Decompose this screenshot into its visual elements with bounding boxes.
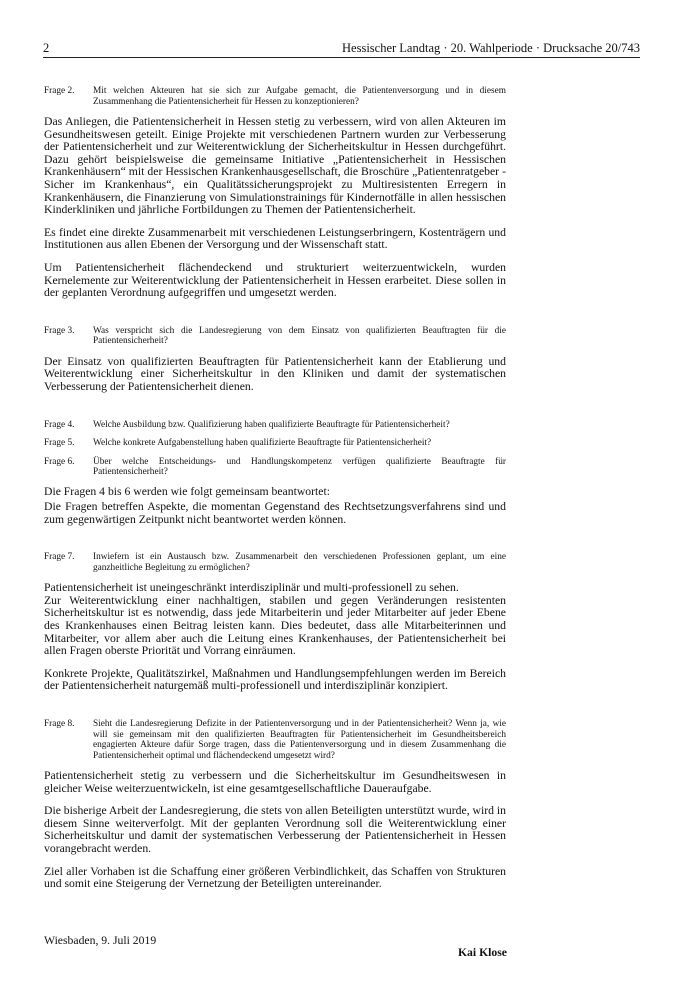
- question-text: Sieht die Landesregierung Defizite in der Patientenversorgung und in der Patientensicherheit? Wenn ja, wie will sie gemeinsam mit den qualifizierten Beauftragten für Patientensicherheit im Gesundheitsbereich engagierten Akteure dafür Sorge tragen, dass die Patientenversorgung und in diesem Zusammenhang die Patientensicherheit optimal und flächendeckend umgesetzt wird?: [93, 719, 506, 761]
- question-text: Was verspricht sich die Landesregierung von dem Einsatz von qualifizierten Beauftragten für die Patientensicherheit?: [93, 325, 506, 347]
- answer-paragraph: Die Fragen betreffen Aspekte, die momentan Gegenstand des Rechtsetzungsverfahrens sind und zum gegenwärtigen Zeitpunkt nicht beantwortet werden können.: [44, 500, 506, 526]
- question-label: Frage 2.: [44, 86, 75, 96]
- question-label: Frage 3.: [44, 325, 75, 336]
- place-date: Wiesbaden, 9. Juli 2019: [44, 934, 157, 947]
- question-label: Frage 4.: [44, 419, 75, 430]
- document-body: [44, 86, 506, 891]
- question-label: Frage 5.: [44, 438, 75, 448]
- question-6: [44, 457, 506, 478]
- answer-paragraph: Das Anliegen, die Patientensicherheit in Hessen stetig zu verbessern, wird von allen Akteuren im Gesundheitswesen geteilt. Einige Projekte mit verschiedenen Partnern wurden zur Verbesserung der Patientensicherheit und zur Weiterentwicklung der Sicherheitskultur in Hessen durchgeführt. Dazu gehört beispielsweise die gemeinsame Initiative „Patientensicherheit in Hessischen Krankenhäusern“ mit der Hessischen Krankenhausgesellschaft, die Broschüre „Patientenratgeber - Sicher im Krankenhaus“, ein Qualitätssicherungsprojekt zu Multiresistenten Erregern in Krankenhäusern, die Finanzierung von Simulationstrainings für Kindernotfälle in allen hessischen Kinderkliniken und jährliche Fortbildungen zu Themen der Patientensicherheit.: [44, 115, 506, 217]
- question-text: Welche Ausbildung bzw. Qualifizierung haben qualifizierte Beauftragte für Patientensicherheit?: [93, 419, 450, 430]
- question-8: [44, 719, 506, 761]
- question-label: Frage 6.: [44, 456, 75, 467]
- question-label: Frage 8.: [44, 719, 75, 730]
- question-3: [44, 326, 506, 347]
- answer-paragraph: Patientensicherheit stetig zu verbessern und die Sicherheitskultur im Gesundheitswesen in gleicher Weise weiterzuentwickeln, ist eine gesamtgesellschaftliche Daueraufgabe.: [44, 769, 506, 795]
- answer-paragraph: Es findet eine direkte Zusammenarbeit mit verschiedenen Leistungserbringern, Kostenträgern und Institutionen aus allen Ebenen der Versorgung und der Wissenschaft statt.: [44, 225, 506, 252]
- answer-paragraph: Patientensicherheit ist uneingeschränkt interdisziplinär und multi-professionell zu sehen.: [44, 581, 459, 595]
- answer-paragraph: Der Einsatz von qualifizierten Beauftragten für Patientensicherheit kann der Etablierung und Weiterentwicklung einer Sicherheitskultur in den Kliniken und damit der systematischen Verbesserung der Patientensicherheit dienen.: [44, 354, 506, 393]
- question-4: [44, 420, 506, 431]
- answer-paragraph: Ziel aller Vorhaben ist die Schaffung einer größeren Verbindlichkeit, das Schaffen von Strukturen und somit eine Steigerung der Vernetzung der Beteiligten untereinander.: [44, 864, 506, 891]
- page-number: 2: [43, 41, 50, 55]
- answer-paragraph: Zur Weiterentwicklung einer nachhaltigen, stabilen und gegen Veränderungen resistenten Sicherheitskultur ist es notwendig, dass jede Mitarbeiterin und jeder Mitarbeiter auf jeder Ebene des Krankenhauses einen Beitrag leisten kann. Dies bedeutet, dass alle Mitarbeiterinnen und Mitarbeiter, vor allem aber auch die Leitung eines Krankenhauses, der Patientensicherheit bei allen Fragen oberste Priorität und Vorrang einräumen.: [44, 593, 506, 658]
- question-text: Mit welchen Akteuren hat sie sich zur Aufgabe gemacht, die Patientenversorgung und in diesem Zusammenhang die Patientensicherheit für Hessen zu konzeptionieren?: [93, 86, 506, 107]
- question-text: Welche konkrete Aufgabenstellung haben qualifizierte Beauftragte für Patientensicherheit?: [93, 438, 432, 448]
- answer-intro: Die Fragen 4 bis 6 werden wie folgt gemeinsam beantwortet:: [44, 484, 330, 498]
- question-7: [44, 552, 506, 573]
- answer-paragraph: Die bisherige Arbeit der Landesregierung, die stets von allen Beteiligten unterstützt wurde, wird in diesem Sinne weiterverfolgt. Mit der geplanten Verordnung soll die Weiterentwicklung einer Sicherheitskultur und damit der systematischen Verbesserung der Patientensicherheit in Hessen vorangebracht werden.: [44, 804, 506, 855]
- header-rule: [43, 57, 640, 58]
- answer-paragraph: Um Patientensicherheit flächendeckend und strukturiert weiterzuentwickeln, wurden Kernelemente zur Weiterentwicklung der Patientensicherheit in Hessen erarbeitet. Diese sollen in der geplanten Verordnung aufgegriffen und umgesetzt werden.: [44, 260, 506, 300]
- answer-paragraph: Konkrete Projekte, Qualitätszirkel, Maßnahmen und Handlungsempfehlungen werden im Bereich der Patientensicherheit naturgemäß multi-professionell und interdisziplinär konzipiert.: [44, 666, 506, 693]
- question-text: Inwiefern ist ein Austausch bzw. Zusammenarbeit den verschiedenen Professionen geplant, um eine ganzheitliche Begleitung zu ermöglichen?: [93, 552, 506, 573]
- question-5: [44, 438, 506, 449]
- question-label: Frage 7.: [44, 552, 75, 563]
- question-2: [44, 86, 506, 107]
- question-text: Über welche Entscheidungs- und Handlungskompetenz verfügen qualifizierte Beauftragte für Patientensicherheit?: [93, 456, 506, 477]
- document-info: Hessischer Landtag · 20. Wahlperiode · Drucksache 20/743: [342, 41, 640, 55]
- signature: Kai Klose: [457, 946, 507, 959]
